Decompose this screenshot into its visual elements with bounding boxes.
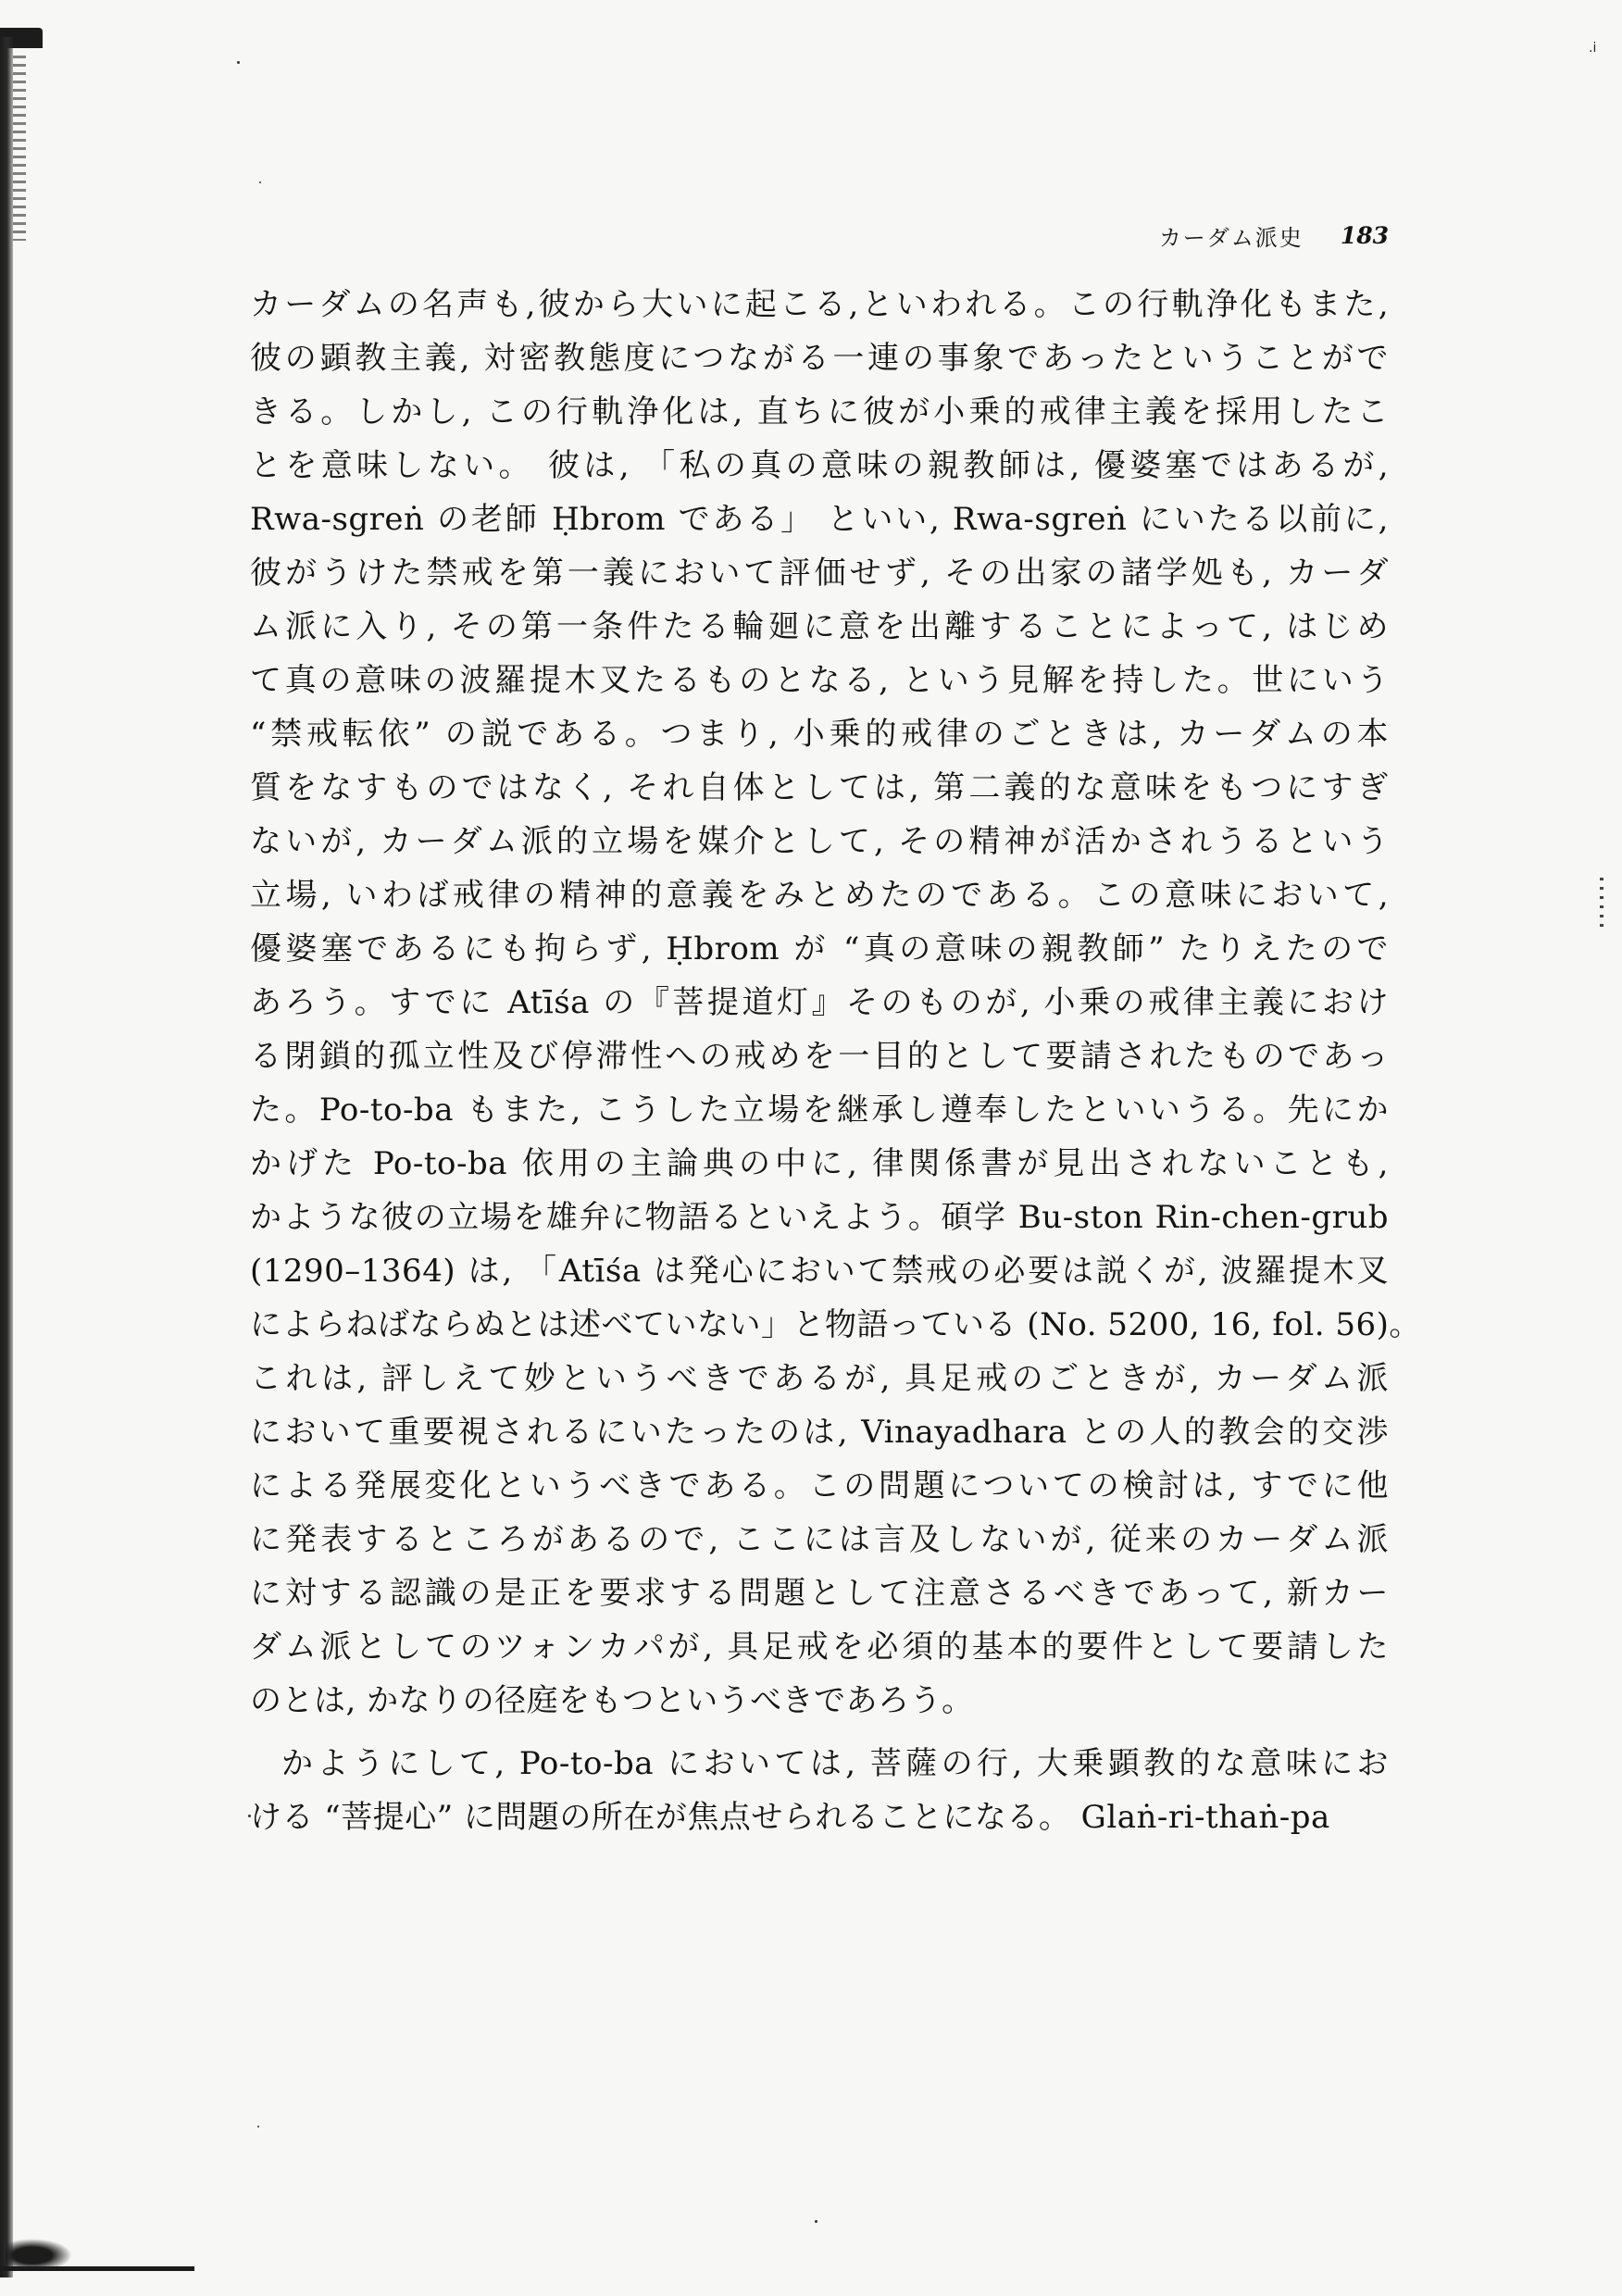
binding-noise: [13, 56, 26, 241]
scan-speck: [257, 2126, 259, 2128]
text-line: Rwa-sgreṅ の老師 Ḥbrom である」 といい, Rwa-sgreṅ にいたる以前に,: [250, 501, 1389, 538]
text-line: カーダムの名声も,彼から大いに起こる,といわれる。この行軌浄化もまた,: [250, 286, 1389, 323]
text-line: かようにして, Po-to-ba においては, 菩薩の行, 大乗顕教的な意味にお: [281, 1745, 1389, 1782]
text-line: かような彼の立場を雄弁に物語るといえよう。碩学 Bu-ston Rin-chen-grub: [250, 1199, 1389, 1236]
running-head: [1111, 217, 1389, 254]
text-line: ム派に入り, その第一条件たる輪廻に意を出離することによって, はじめ: [250, 608, 1389, 645]
text-line: て真の意味の波羅提木叉たるものとなる, という見解を持した。世にいう: [250, 662, 1389, 699]
text-line: ける “菩提心” に問題の所在が焦点せられることになる。 Glaṅ-ri-thaṅ-pa: [250, 1799, 1330, 1836]
text-line: ダム派としてのツォンカパが, 具足戒を必須的基本的要件として要請した: [250, 1628, 1389, 1666]
scan-speck: [815, 2220, 817, 2223]
text-line: きる。しかし, この行軌浄化は, 直ちに彼が小乗的戒律主義を採用したこ: [250, 393, 1389, 430]
text-line: 彼の顕教主義, 対密教態度につながる一連の事象であったということがで: [250, 340, 1389, 377]
text-line: に発表するところがあるので, ここには言及しないが, 従来のカーダム派: [250, 1521, 1389, 1558]
text-line: 立場, いわば戒律の精神的意義をみとめたのである。この意味において,: [250, 877, 1389, 914]
text-line: 彼がうけた禁戒を第一義において評価せず, その出家の諸学処も, カーダ: [250, 555, 1389, 592]
text-line: によらねばならぬとは述べていない」と物語っている (No. 5200, 16, fol. 56)。: [250, 1306, 1421, 1343]
text-line: “禁戒転依” の説である。つまり, 小乗的戒律のごときは, カーダムの本: [250, 716, 1389, 753]
body-text: [250, 278, 1421, 1844]
text-line: による発展変化というべきである。この問題についての検討は, すでに他: [250, 1467, 1389, 1504]
text-line: において重要視されるにいたったのは, Vinayadhara との人的教会的交渉: [250, 1414, 1389, 1451]
text-line: あろう。すでに Atīśa の『菩提道灯』そのものが, 小乗の戒律主義におけ: [250, 984, 1389, 1021]
text-line: ないが, カーダム派的立場を媒介として, その精神が活かされうるという: [250, 823, 1389, 860]
scan-speck: [259, 181, 261, 183]
paragraph: [250, 278, 1421, 1728]
paragraph: [250, 1737, 1389, 1844]
text-line: る閉鎖的孤立性及び停滞性への戒めを一目的として要請されたものであっ: [250, 1038, 1389, 1075]
text-line: とを意味しない。 彼は, 「私の真の意味の親教師は, 優婆塞ではあるが,: [250, 447, 1389, 484]
scan-margin-marks: [1600, 878, 1603, 933]
page-number: 183: [1340, 221, 1389, 249]
text-line: 質をなすものではなく, それ自体としては, 第二義的な意味をもつにすぎ: [250, 769, 1389, 806]
scan-corner-mark: .ⅰ: [1589, 41, 1597, 56]
text-line: かげた Po-to-ba 依用の主論典の中に, 律関係書が見出されないことも,: [250, 1145, 1389, 1182]
binding-shadow-bottom: [0, 2266, 194, 2271]
text-line: のとは, かなりの径庭をもつというべきであろう。: [250, 1682, 974, 1719]
binding-shadow-foot: [6, 2239, 72, 2266]
text-line: これは, 評しえて妙というべきであるが, 具足戒のごときが, カーダム派: [250, 1360, 1389, 1397]
text-line: (1290–1364) は, 「Atīśa は発心において禁戒の必要は説くが, 波羅提木叉: [250, 1253, 1389, 1290]
text-line: た。Po-to-ba もまた, こうした立場を継承し遵奉したといいうる。先にか: [250, 1092, 1389, 1129]
binding-shadow: [0, 37, 13, 2277]
text-line: 優婆塞であるにも拘らず, Ḥbrom が “真の意味の親教師” たりえたので: [250, 930, 1389, 967]
running-title: カーダム派史: [1158, 224, 1304, 251]
scan-speck: [237, 61, 240, 64]
text-line: に対する認識の是正を要求する問題として注意さるべきであって, 新カー: [250, 1575, 1389, 1612]
